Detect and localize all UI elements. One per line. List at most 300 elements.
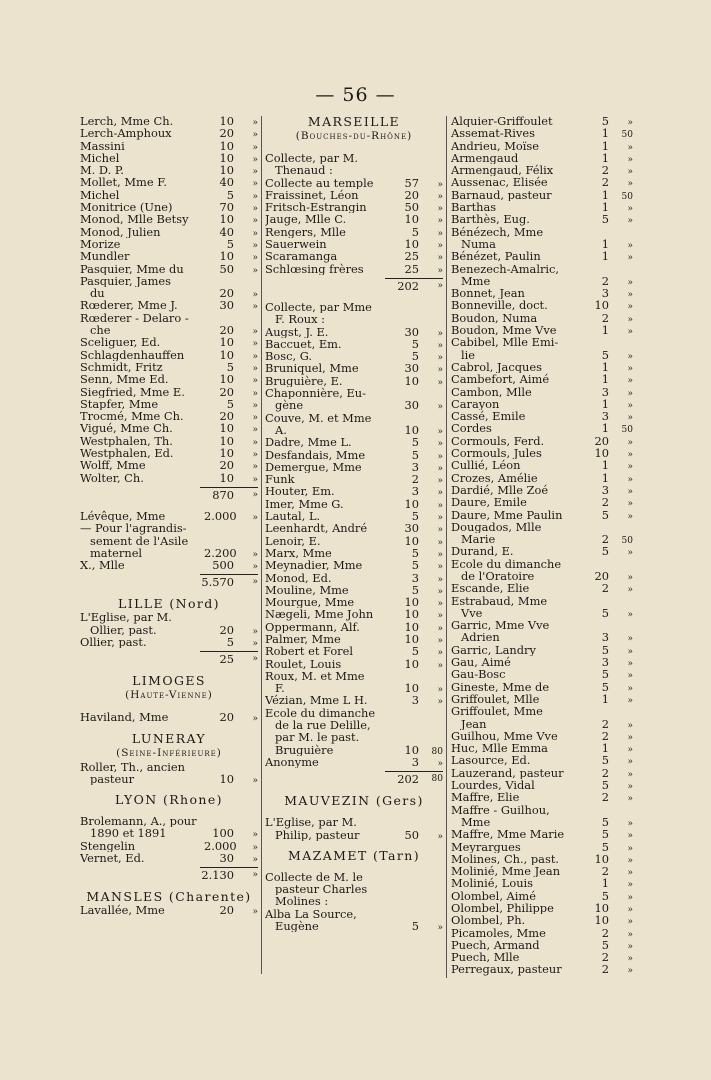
amount-cents: »	[437, 660, 443, 671]
donor-entry	[451, 545, 633, 557]
amount-cents: »	[627, 880, 633, 891]
donor-entry	[265, 731, 443, 743]
amount: 2	[601, 495, 609, 510]
donor-name: Mme	[461, 815, 491, 829]
donor-name: Barthès, Eug.	[451, 213, 530, 226]
section-heading: LIMOGES	[132, 673, 206, 689]
amount-cents: »	[627, 486, 633, 497]
page-number: — 56 —	[315, 84, 396, 106]
donor-name: Morize	[80, 237, 121, 251]
amount-cents: »	[252, 179, 258, 190]
donor-name: Monod, Julien	[80, 225, 161, 238]
amount-cents: »	[627, 376, 633, 387]
amount-cents: »	[437, 402, 443, 413]
donor-name: Daure, Emile	[451, 496, 527, 509]
amount-cents: »	[627, 646, 633, 657]
amount: 50	[219, 261, 234, 276]
donor-entry	[451, 693, 633, 705]
donor-name: L'Eglise, par M.	[80, 611, 172, 624]
donor-name: Palmer, Mme	[265, 632, 341, 646]
amount-cents: »	[252, 714, 258, 725]
amount-cents: »	[252, 290, 258, 301]
donor-name: Eugène	[275, 920, 319, 933]
amount-cents: »	[437, 241, 443, 252]
donor-name: Bruniquel, Mme	[265, 362, 359, 375]
donor-name: Bonnet, Jean	[451, 287, 525, 300]
donor-name: Monod, Mlle Betsy	[80, 213, 189, 226]
amount: 5	[411, 644, 419, 659]
donor-entry	[265, 816, 443, 828]
donor-name: Bruguière, E.	[265, 374, 343, 388]
donor-name: Siegfried, Mme E.	[80, 385, 185, 398]
subtotal-cents: »	[252, 577, 258, 588]
amount: 3	[601, 286, 609, 301]
amount: 20	[219, 126, 234, 141]
donor-name: Armengaud, Félix	[451, 164, 554, 177]
donor-name: Cordes	[451, 422, 492, 435]
amount-cents: »	[627, 868, 633, 879]
donor-entry	[80, 510, 258, 522]
donor-name: Senn, Mme Ed.	[80, 373, 169, 386]
donor-name: Durand, E.	[451, 545, 514, 558]
amount: 20	[219, 622, 234, 637]
donor-name: Mollet, Mme F.	[80, 176, 167, 189]
amount-cents: »	[252, 302, 258, 313]
donor-entry	[80, 636, 258, 648]
amount-cents: »	[627, 314, 633, 325]
amount-cents: »	[437, 697, 443, 708]
amount-cents: »	[437, 758, 443, 769]
donor-name: Lavallée, Mme	[80, 904, 165, 917]
amount: 2	[601, 790, 609, 805]
amount-cents: »	[437, 500, 443, 511]
amount-cents: »	[627, 437, 633, 448]
donor-name: lie	[461, 348, 476, 361]
donor-name: Cambefort, Aimé	[451, 373, 550, 386]
donor-entry	[451, 213, 633, 225]
donor-entry	[451, 250, 633, 262]
amount-cents: »	[627, 351, 633, 362]
donor-entry	[80, 250, 258, 262]
donor-name: Wolter, Ch.	[80, 471, 144, 484]
donor-name: maternel	[90, 546, 143, 560]
donor-name: Mourgue, Mme	[265, 596, 355, 609]
amount: 5	[601, 753, 609, 768]
donor-name: Escande, Elie	[451, 582, 530, 595]
amount: 10	[219, 212, 234, 227]
donor-entry	[265, 608, 443, 620]
donor-name: Benezech-Amalric,	[451, 262, 560, 275]
amount-cents: »	[437, 365, 443, 376]
donor-name: Griffoulet, Mlle	[451, 692, 540, 706]
donor-entry	[80, 386, 258, 398]
donor-entry	[265, 485, 443, 497]
amount: 30	[404, 521, 419, 536]
subtotal-cents: »	[437, 280, 443, 291]
amount-cents: »	[252, 413, 258, 424]
donor-name: Lévêque, Mme	[80, 509, 166, 523]
donor-entry	[265, 645, 443, 657]
donor-name: Alquier-Griffoulet	[451, 115, 553, 128]
donor-name: Ecole du dimanche	[451, 557, 562, 570]
column-2	[265, 115, 443, 932]
amount: 10	[594, 901, 609, 915]
donor-name: Cormouls, Ferd.	[451, 434, 545, 448]
donor-name: M. D. P.	[80, 164, 124, 177]
donor-entry	[80, 711, 258, 723]
donor-name: Ollier, past.	[80, 635, 147, 649]
donor-entry	[451, 336, 633, 348]
amount: 10	[219, 446, 234, 461]
donor-name: Cormouls, Jules	[451, 447, 542, 460]
amount-cents: »	[627, 388, 633, 399]
donor-entry	[265, 250, 443, 262]
donor-name: Baccuet, Em.	[265, 337, 342, 351]
donor-entry	[265, 326, 443, 338]
donor-name: Maffre, Elie	[451, 791, 520, 804]
amount-cents: »	[252, 562, 258, 573]
amount-cents: »	[252, 253, 258, 264]
amount: 10	[219, 150, 234, 165]
donor-name: — Pour l'agrandis-	[80, 522, 187, 535]
donor-entry	[451, 914, 633, 926]
donor-name: Robert et Forel	[265, 645, 354, 658]
amount: 1	[601, 323, 609, 338]
amount-cents: »	[627, 179, 633, 190]
donor-entry	[451, 582, 633, 594]
amount: 2	[601, 163, 609, 178]
donor-name: Lerch, Mme Ch.	[80, 115, 174, 128]
donor-entry	[265, 301, 443, 313]
amount-cents: »	[252, 425, 258, 436]
donor-name: Olombel, Ph.	[451, 914, 526, 927]
donor-entry	[451, 668, 633, 680]
amount: 5	[411, 558, 419, 573]
amount-cents: »	[437, 476, 443, 487]
donor-name: Lourdes, Vidal	[451, 779, 535, 792]
amount: 2	[601, 581, 609, 596]
donor-name: Rengers, Mlle	[265, 225, 346, 239]
donor-entry	[451, 828, 633, 840]
amount-cents: »	[627, 892, 633, 903]
donor-name: Alba La Source,	[265, 907, 357, 921]
donor-entry	[451, 841, 633, 853]
amount-cents: »	[627, 474, 633, 485]
amount-cents: »	[627, 745, 633, 756]
amount-cents: »	[252, 363, 258, 374]
amount: 500	[212, 558, 234, 573]
amount-cents: »	[252, 626, 258, 637]
donor-name: Gau-Bosc	[451, 668, 506, 681]
amount: 2	[601, 765, 609, 780]
donor-name: Numa	[461, 237, 496, 251]
section-heading: LILLE (Nord)	[118, 596, 220, 612]
donor-entry	[451, 422, 633, 434]
donor-name: A.	[275, 423, 287, 437]
section-subheading: (Haute-Vienne)	[125, 689, 213, 702]
donor-entry	[265, 436, 443, 448]
amount-cents: »	[252, 400, 258, 411]
amount-cents: »	[437, 451, 443, 462]
spacer	[265, 808, 443, 816]
donor-name: Stengelin	[80, 839, 136, 853]
amount: 100	[212, 826, 234, 841]
donor-name: Chaponnière, Eu-	[265, 387, 366, 400]
amount-cents: »	[627, 695, 633, 706]
amount-cents: »	[627, 462, 633, 473]
donor-name: Assemat-Rives	[451, 127, 535, 140]
amount-cents: »	[437, 525, 443, 536]
donor-name: Garric, Mme Vve	[451, 619, 550, 632]
donor-name: Picamoles, Mme	[451, 926, 546, 939]
amount: 10	[404, 533, 419, 548]
donor-name: Vigué, Mme Ch.	[80, 422, 173, 435]
column-1	[80, 115, 258, 917]
amount: 5	[601, 544, 609, 559]
donor-name: Bénézech, Mme	[451, 225, 544, 238]
donor-name: Michel	[80, 188, 120, 202]
donor-entry	[265, 658, 443, 670]
donor-name: Jauge, Mlle C.	[265, 213, 347, 226]
amount: 3	[601, 655, 609, 670]
amount: 5	[601, 839, 609, 854]
amount: 5	[226, 236, 234, 251]
amount-cents: »	[627, 634, 633, 645]
amount-cents: »	[437, 328, 443, 339]
donor-entry	[451, 127, 633, 139]
amount: 5	[411, 336, 419, 351]
donor-name: Molinié, Mme Jean	[451, 865, 561, 878]
amount-cents: »	[437, 685, 443, 696]
amount-cents: »	[627, 167, 633, 178]
spacer	[265, 293, 443, 301]
donor-name: Mouline, Mme	[265, 583, 349, 597]
amount: 5	[226, 396, 234, 411]
donor-name: Monitrice (Une)	[80, 201, 173, 214]
amount: 10	[404, 373, 419, 388]
section-heading: MANSLES (Charente)	[86, 889, 252, 905]
amount: 2.200	[204, 545, 237, 560]
amount: 10	[404, 681, 419, 696]
amount-cents: »	[252, 191, 258, 202]
donor-name: Aussenac, Elisée	[451, 176, 548, 189]
amount: 5	[411, 224, 419, 239]
amount: 10	[404, 595, 419, 610]
amount-cents: »	[627, 302, 633, 313]
donor-name: par M. le past.	[275, 731, 360, 744]
amount-cents: »	[627, 782, 633, 793]
amount-cents: »	[437, 562, 443, 573]
donor-name: Guilhou, Mme Vve	[451, 729, 558, 743]
donor-name: Brolemann, A., pour	[80, 815, 197, 828]
donor-name: Ecole du dimanche	[265, 706, 376, 720]
donor-name: Roulet, Louis	[265, 657, 342, 670]
amount-cents: »	[627, 843, 633, 854]
donor-entry	[265, 694, 443, 706]
amount: 10	[404, 496, 419, 511]
donor-name: Pasquier, Mme du	[80, 262, 184, 275]
amount-cents: »	[437, 586, 443, 597]
amount: 5	[601, 507, 609, 522]
amount-cents: »	[252, 167, 258, 178]
amount-cents: »	[252, 204, 258, 215]
amount-cents: »	[437, 923, 443, 934]
amount-cents: »	[252, 907, 258, 918]
donor-entry	[451, 631, 633, 643]
donor-name: Fritsch-Estrangin	[265, 201, 367, 214]
donor-name: Lautal, L.	[265, 510, 321, 523]
donor-name: Barnaud, pasteur	[451, 188, 552, 202]
donor-entry	[451, 324, 633, 336]
amount: 2.000	[204, 838, 237, 853]
donor-name: Stapfer, Mme	[80, 397, 159, 411]
amount: 1	[601, 200, 609, 215]
amount: 30	[219, 298, 234, 313]
amount: 10	[219, 347, 234, 362]
amount: 30	[404, 398, 419, 413]
donor-name: Cabibel, Mlle Emi-	[451, 336, 559, 349]
amount-cents: »	[252, 462, 258, 473]
amount-cents: 50	[621, 536, 633, 547]
amount: 5	[411, 545, 419, 560]
amount-cents: »	[627, 966, 633, 977]
donor-entry	[80, 373, 258, 385]
amount-cents: 50	[621, 425, 633, 436]
amount: 57	[404, 175, 419, 190]
amount-cents: »	[437, 265, 443, 276]
donor-entry	[451, 963, 633, 975]
amount: 30	[404, 361, 419, 376]
amount: 5	[411, 582, 419, 597]
amount: 5	[601, 888, 609, 903]
donor-name: Armengaud	[451, 151, 519, 165]
amount-cents: »	[627, 499, 633, 510]
amount-cents: »	[437, 377, 443, 388]
donor-entry	[265, 871, 443, 883]
donor-name: Dadre, Mme L.	[265, 436, 352, 449]
amount-cents: »	[252, 855, 258, 866]
donor-name: Cassé, Emile	[451, 410, 526, 423]
amount-cents: »	[252, 437, 258, 448]
donor-name: Collecte de M. le	[265, 870, 363, 884]
amount: 5	[411, 509, 419, 524]
donor-name: Haviland, Mme	[80, 711, 169, 724]
donor-entry	[265, 883, 443, 895]
amount-cents: »	[437, 216, 443, 227]
donor-entry	[451, 754, 633, 766]
donor-entry	[80, 852, 258, 864]
donor-name: Meynadier, Mme	[265, 559, 363, 572]
column-rule-left	[261, 116, 262, 974]
amount-cents: »	[252, 638, 258, 649]
amount: 2	[601, 716, 609, 731]
donor-name: Boudon, Numa	[451, 311, 538, 325]
donor-name: Collecte, par Mme	[265, 300, 372, 314]
amount: 10	[219, 470, 234, 485]
donor-name: Bosc, G.	[265, 350, 313, 363]
amount: 5	[601, 778, 609, 793]
donor-name: Lasource, Ed.	[451, 754, 531, 767]
amount-cents: »	[627, 794, 633, 805]
section-subheading: (Seine-Inférieure)	[116, 746, 222, 759]
amount: 1	[601, 249, 609, 264]
donor-name: Dardié, Mlle Zoé	[451, 483, 549, 497]
subtotal-amount: 25	[219, 652, 234, 667]
section-subheading: (Bouches-du-Rhône)	[295, 130, 413, 142]
amount-cents: »	[437, 204, 443, 215]
amount: 5	[226, 634, 234, 649]
donor-name: Demergue, Mme	[265, 460, 362, 474]
donor-entry	[451, 607, 633, 619]
donor-entry	[80, 472, 258, 484]
amount: 2	[601, 532, 609, 547]
donor-entry	[451, 791, 633, 803]
donor-entry	[265, 213, 443, 225]
donor-name: Cambon, Mlle	[451, 385, 532, 398]
amount-cents: »	[252, 216, 258, 227]
donor-entry	[80, 773, 258, 785]
amount: 10	[219, 421, 234, 436]
amount: 3	[601, 409, 609, 424]
donor-name: Desfandais, Mme	[265, 448, 366, 461]
amount: 5	[601, 605, 609, 620]
amount: 5	[601, 642, 609, 657]
amount: 10	[219, 335, 234, 350]
amount-cents: »	[437, 426, 443, 437]
donor-name: Fraissinet, Léon	[265, 188, 359, 202]
amount-cents: »	[627, 831, 633, 842]
donor-name: Collecte, par M.	[265, 152, 358, 165]
donor-name: Marx, Mme	[265, 546, 332, 560]
donor-name: Vve	[461, 606, 483, 620]
amount: 5	[411, 919, 419, 934]
amount: 5	[601, 937, 609, 952]
amount: 1	[601, 876, 609, 891]
amount-cents: »	[627, 929, 633, 940]
amount: 1	[601, 372, 609, 387]
donor-name: Barthas	[451, 201, 497, 214]
donor-name: F.	[275, 682, 285, 695]
amount-cents: »	[252, 130, 258, 141]
amount: 10	[404, 607, 419, 622]
amount-cents: »	[627, 855, 633, 866]
donor-name: Nægeli, Mme John	[265, 608, 374, 621]
subtotal-amount: 2.130	[201, 868, 234, 883]
amount: 30	[404, 324, 419, 339]
donor-name: Imer, Mme G.	[265, 497, 344, 511]
amount-cents: »	[627, 954, 633, 965]
amount-cents: »	[437, 353, 443, 364]
donor-name: Rœderer - Delaro -	[80, 311, 189, 325]
subtotal-cents: 80	[431, 774, 443, 785]
amount: 30	[219, 851, 234, 866]
amount-cents: »	[252, 228, 258, 239]
donor-name: Olombel, Philippe	[451, 902, 554, 915]
donor-entry	[265, 164, 443, 176]
amount: 10	[219, 163, 234, 178]
amount: 10	[404, 742, 419, 757]
amount: 3	[411, 484, 419, 499]
donor-name: Olombel, Aimé	[451, 889, 536, 902]
amount: 1	[601, 458, 609, 473]
amount-cents: »	[627, 450, 633, 461]
amount-cents: »	[252, 118, 258, 128]
donor-name: Gau, Aimé	[451, 656, 511, 669]
amount-cents: »	[627, 548, 633, 559]
donor-entry	[265, 399, 443, 411]
donor-name: Marie	[461, 533, 496, 546]
donor-entry	[451, 299, 633, 311]
